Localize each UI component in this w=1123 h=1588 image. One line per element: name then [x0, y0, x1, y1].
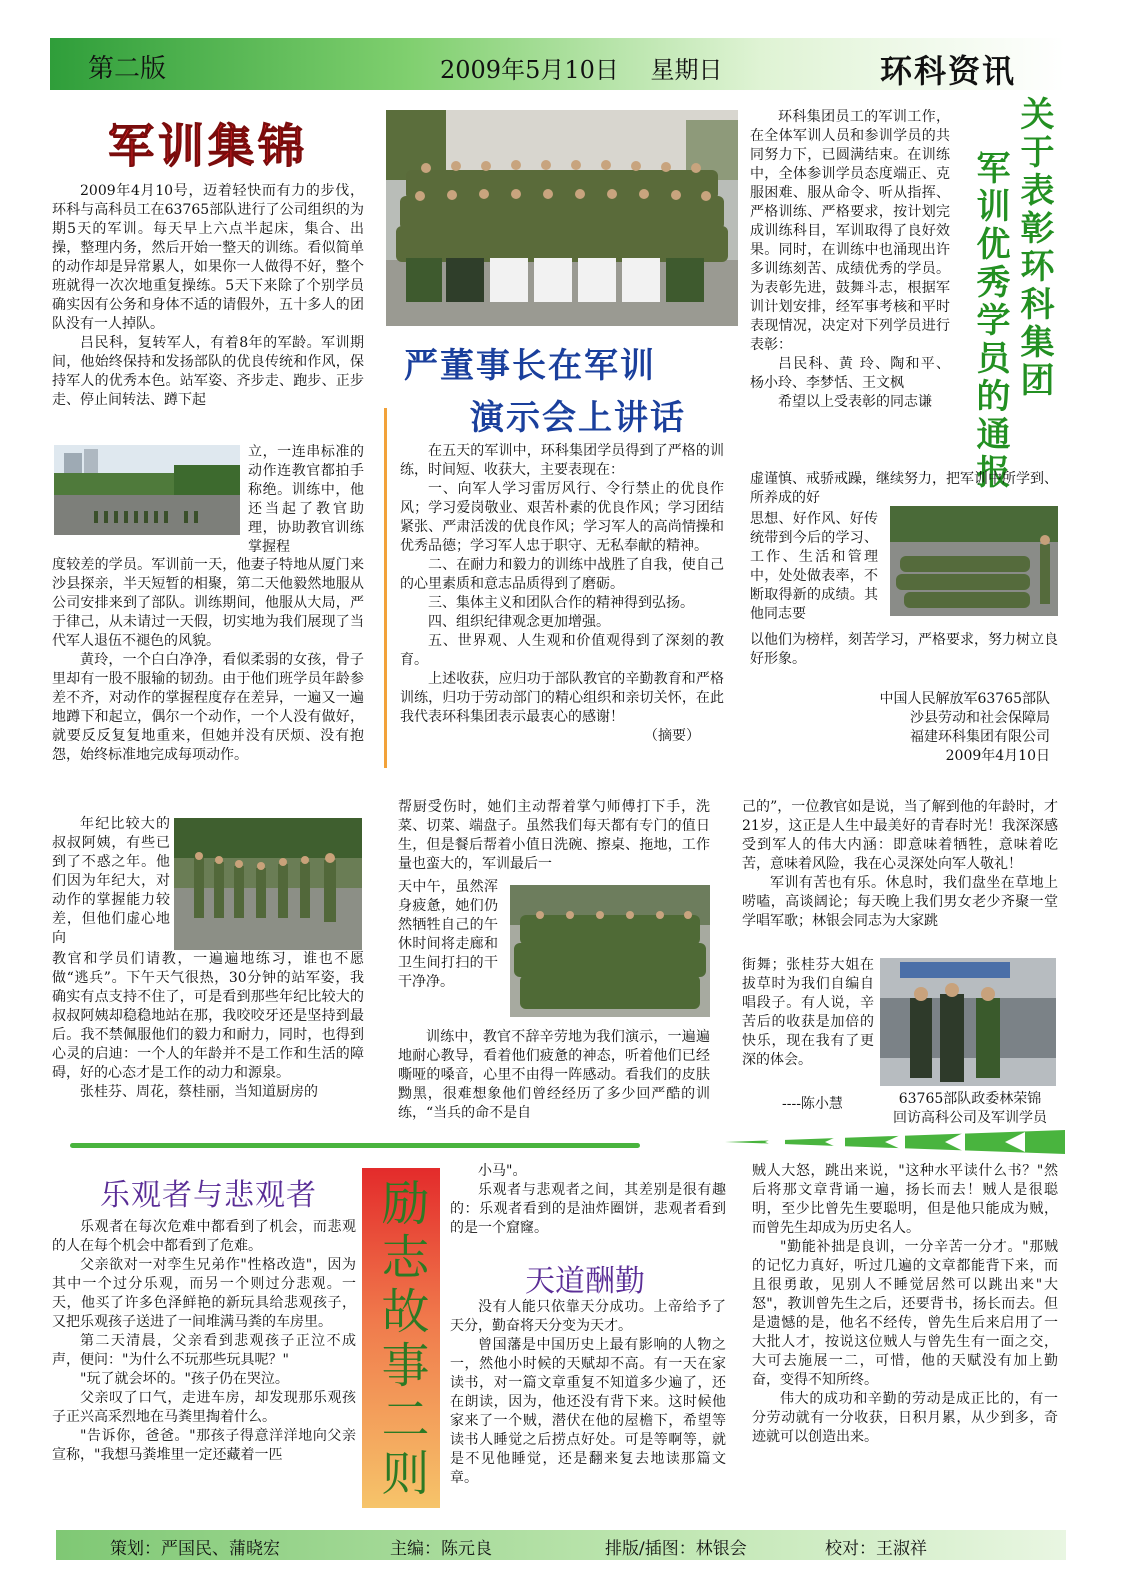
chairman-speech: [400, 442, 724, 746]
issue-date: 2009年5月10日 星期日: [440, 56, 723, 84]
marching-photo: [174, 818, 362, 950]
military-col3-top: [742, 798, 1058, 931]
military-article-col1-mid: [52, 556, 364, 765]
squad-photo: [510, 885, 710, 1017]
photo-caption-line2: 回访高科公司及军训学员: [893, 1110, 1047, 1126]
optimist-p2: 父亲欲对一对孪生兄弟作"性格改造"，因为其中一个过分乐观，而另一个则过分悲观。一天，他买了许多色泽鲜艳的新玩具给悲观孩子，又把乐观孩子送进了一间堆满马粪的车房里。: [52, 1257, 356, 1330]
heaven-p1: 没有人能只依靠天分成功。上帝给予了天分，勤奋将天分变为天才。: [450, 1299, 726, 1334]
chairman-heading-line2: 演示会上讲话: [470, 398, 686, 438]
notice-p3d: 以他们为榜样，刻苦学习，严格要求，努力树立良好形象。: [750, 632, 1058, 667]
notice-date: 2009年4月10日: [945, 748, 1050, 764]
footer-proof: 校对：王淑祥: [825, 1539, 927, 1559]
military-col3-narrow: [742, 956, 874, 1070]
notice-p3d-wrap: [750, 631, 1058, 669]
footer-planning: 策划：严国民、蒲晓宏: [110, 1539, 280, 1559]
military-c3-p2b: 街舞；张桂芬大姐在拔草时为我们自编自唱段子。有人说，辛苦后的收获是加倍的快乐，现在我有了更深的体会。: [742, 957, 874, 1068]
military-p4a: 年纪比较大的叔叔阿姨，有些已到了不惑之年。他们因为年纪大，对动作的掌握能力较差，但他们虚心地向: [52, 816, 170, 946]
notice-signer-2: 沙县劳动和社会保障局: [910, 710, 1050, 726]
edition-label: 第二版: [88, 54, 167, 84]
footer-layout: 排版/插图：林银会: [605, 1539, 747, 1559]
military-col2-top: [398, 798, 710, 874]
notice-signer-1: 中国人民解放军63765部队: [879, 691, 1050, 707]
chairman-item1: 一、向军人学习雷厉风行、令行禁止的优良作风；学习爱岗敬业、艰苦朴素的优良作风；学习团结紧张、严肃活泼的优良作风；学习军人的高尚情操和优秀品德；学习军人忠于职守、无私奉献的精神。: [400, 481, 724, 554]
chairman-abstract-tag: （摘要）: [644, 728, 700, 744]
military-c2-p2: 训练中，教官不辞辛劳地为我们演示，一遍遍地耐心教导，看着他们疲惫的神态，听着他们已经嘶哑的嗓音，心里不由得一阵感动。看我们的皮肤黝黑，很难想象他们曾经经历了多少回严酷的训练，“当兵的命不是自: [398, 1029, 710, 1121]
optimist-heading: 乐观者与悲观者: [100, 1178, 317, 1213]
notice-signatures: [840, 690, 1050, 766]
footer-editor: 主编：陈元良: [390, 1539, 492, 1559]
military-c2-p1b: 天中午，虽然浑身疲惫，她们仍然牺牲自己的午休时间将走廊和卫生间打扫的干干净净。: [398, 879, 498, 990]
optimist-story: [52, 1218, 356, 1465]
visit-photo: [880, 958, 1056, 1086]
optimist-p3: 第二天清晨，父亲看到悲观孩子正泣不成声，便问："为什么不玩那些玩具呢？": [52, 1333, 356, 1368]
military-p5: 张桂芬、周花，蔡桂丽，当知道厨房的: [80, 1084, 318, 1100]
military-p4b: 教官和学员们请教，一遍遍地练习，谁也不愿做“逃兵”。下午天气很热，30分钟的站军姿，我确实有点支持不住了，可是看到那些年纪比较大的叔叔阿姨却稳稳地站在那，我咬咬牙还是坚持到最后。我不禁佩服他们的毅力和耐力，同时，也得到心灵的启迪：一个人的年龄并不是工作和生活的障碍，好的心态才是工作的动力和源泉。: [52, 951, 364, 1081]
notice-p1: 环科集团员工的军训工作，在全体军训人员和参训学员的共同努力下，已圆满结束。在训练中，全体参训学员态度端正、克服困难、服从命令、听从指挥、严格训练、严格要求，按计划完成训练科目，军训取得了良好效果。同时，在训练中也涌现出许多训练刻苦、成绩优秀的学员。为表彰先进，鼓舞斗志，根据军训计划安排，经军事考核和平时表现情况，决定对下列学员进行表彰：: [750, 109, 950, 353]
military-heading: 军训集锦: [108, 119, 308, 173]
section-divider-rule: [70, 1143, 640, 1148]
visit-photo-caption: [880, 1090, 1060, 1128]
photo-caption-line1: 63765部队政委林荣锦: [898, 1091, 1042, 1107]
heaven-p4: "勤能补拙是良训，一分辛苦一分才。"那贼的记忆力真好，听过几遍的文章都能背下来，而且很勇敢，见别人不睡觉居然可以跳出来"大怒"，教训曾先生之后，还要背书，扬长而去。但是遗憾的是，他名不经传，曾先生后来启用了一大批人才，按说这位贼人与曾先生有一面之交，大可去施展一二，可惜，他的天赋没有加上勤奋，变得不知所终。: [752, 1239, 1058, 1388]
military-col2-narrow: [398, 878, 498, 992]
chairman-item2: 二、在耐力和毅力的训练中战胜了自我，使自己的心里素质和意志品质得到了磨砺。: [400, 557, 724, 592]
optimist-p4: "玩了就会坏的。"孩子仍在哭泣。: [80, 1371, 289, 1387]
military-p4a-wrap: [52, 815, 170, 948]
optimist-story-cont: [450, 1162, 726, 1238]
heaven-p5: 伟大的成功和辛勤的劳动是成正比的，有一分劳动就有一分收获，日积月累，从少到多，奇迹就可以创造出来。: [752, 1391, 1058, 1445]
notice-p3c: 思想、好作风、好传统带到今后的学习、工作、生活和管理中，处处做表率，不断取得新的成绩。其他同志要: [750, 511, 878, 622]
notice-p3c-wrap: [750, 510, 878, 624]
notice-title-right: 关于表彰环科集团: [1014, 96, 1054, 400]
military-p2c: 度较差的学员。军训前一天，他妻子特地从厦门来沙县探亲，半天短暂的相聚，第二天他毅然地服从公司安排来到了部队。训练期间，他服从大局，严于律己，从未请过一天假，切实地为我们展现了当代军人退伍不褪色的风貌。: [52, 557, 364, 649]
notice-p3b-wrap: [750, 470, 1058, 508]
military-p1: 2009年4月10号，迈着轻快而有力的步伐，环科与高科员工在63765部队进行了公司组织的为期5天的军训。每天早上六点半起床，集合、出操，整理内务，然后开始一整天的训练。看似简单的动作却是异常累人，如果你一人做得不好，整个班就得一次次地重复操练。5天下来除了个别学员确实因有公务和身体不适的请假外，五十多人的团队没有一人掉队。: [52, 183, 364, 332]
heaven-p3: 贼人大怒，跳出来说，"这种水平读什么书？"然后将那文章背诵一遍，扬长而去！贼人是很聪明，至少比曾先生要聪明，但是他只能成为贼，而曾先生却成为历史名人。: [752, 1163, 1058, 1236]
chairman-closing: 上述收获，应归功于部队教官的辛勤教育和严格训练，归功于劳动部门的精心组织和亲切关怀，在此我代表环科集团表示最衷心的感谢！: [400, 671, 724, 725]
inspire-banner-text: 励志故事二则: [373, 1178, 429, 1502]
optimist-p6: "告诉你，爸爸。"那孩子得意洋洋地向父亲宣称，"我想马粪堆里一定还藏着一匹: [52, 1428, 356, 1463]
military-p3: 黄玲，一个白白净净，看似柔弱的女孩，骨子里却有一股不服输的韧劲。由于他们班学员年龄参差不齐，对动作的掌握程度存在差异，一遍又一遍地蹲下和起立，偶尔一个动作，一个人没有做好，就要反反复复地重来，但她并没有厌烦、没有抱怨，始终标准地完成每项动作。: [52, 652, 364, 763]
training-field-photo: [54, 445, 240, 535]
optimist-p7: 小马"。: [478, 1163, 527, 1179]
military-author: ----陈小慧: [782, 1096, 843, 1112]
military-c3-p2a: 军训有苦也有乐。休息时，我们盘坐在草地上唠嗑，高谈阔论；每天晚上我们男女老少齐聚一堂学唱军歌；林银会同志为大家跳: [742, 875, 1058, 929]
paper-title: 环科资讯: [880, 52, 1017, 90]
heaven-heading: 天道酬勤: [525, 1264, 645, 1299]
section-divider-ornament: [725, 1130, 1065, 1154]
heaven-story: [450, 1298, 726, 1488]
chairman-item4: 四、组织纪律观念更加增强。: [428, 614, 610, 630]
chairman-heading-line1: 严董事长在军训: [404, 346, 656, 386]
military-c3-p1: 己的”，一位教官如是说，当了解到他的年龄时，才21岁，这正是人生中最美好的青春时光！我深深感受到军人的伟大内涵：即意味着牺牲，意味着吃苦，意味着风险，我在心灵深处向军人敬礼！: [742, 799, 1058, 872]
group-photo: [386, 110, 738, 326]
military-c2-p1a: 帮厨受伤时，她们主动帮着掌勺师傅打下手，洗菜、切菜、端盘子。虽然我们每天都有专门的值日生，但是餐后帮着小值日洗碗、擦桌、拖地，工作量也蛮大的，军训最后一: [398, 799, 710, 872]
heaven-story-cont: [752, 1162, 1058, 1447]
military-col2-bottom: [398, 1028, 710, 1123]
sitting-drill-photo: [890, 506, 1058, 616]
chairman-item5: 五、世界观、人生观和价值观得到了深刻的教育。: [400, 633, 724, 668]
military-p2b-wrap: [248, 443, 364, 557]
notice-body: [750, 108, 950, 412]
notice-p3a: 希望以上受表彰的同志谦: [778, 394, 932, 410]
chairman-item3: 三、集体主义和团队合作的精神得到弘扬。: [428, 595, 694, 611]
military-p2b: 立，一连串标准的动作连教官都拍手称绝。训练中，他还当起了教官助理，协助教官训练掌握程: [248, 444, 364, 555]
chairman-intro: 在五天的军训中，环科集团学员得到了严格的训练，时间短、收获大，主要表现在：: [400, 443, 724, 478]
notice-names: 吕民科、黄 玲、陶和平、杨小玲、李梦恬、王文枫: [750, 356, 950, 391]
optimist-p1: 乐观者在每次危难中都看到了机会，而悲观的人在每个机会中都看到了危难。: [52, 1219, 356, 1254]
military-article-col1-top: [52, 182, 364, 410]
notice-p3b: 虚谨慎、戒骄戒躁，继续努力，把军训中所学到、所养成的好: [750, 471, 1058, 506]
notice-signer-3: 福建环科集团有限公司: [910, 729, 1050, 745]
optimist-p5: 父亲叹了口气，走进车房，却发现那乐观孩子正兴高采烈地在马粪里掏着什么。: [52, 1390, 356, 1425]
optimist-p8: 乐观者与悲观者之间，其差别是很有趣的：乐观者看到的是油炸圈饼，悲观者看到的是一个窟窿。: [450, 1182, 726, 1236]
military-p2a: 吕民科，复转军人，有着8年的军龄。军训期间，他始终保持和发扬部队的优良传统和作风，保持军人的优秀本色。站军姿、齐步走、跑步、正步走、停止间转法、蹲下起: [52, 335, 364, 408]
notice-title-left: 军训优秀学员的通报: [970, 150, 1010, 492]
heaven-p2: 曾国藩是中国历史上最有影响的人物之一，然他小时候的天赋却不高。有一天在家读书，对一篇文章重复不知道多少遍了，还在朗读，因为，他还没有背下来。这时候他家来了一个贼，潜伏在他的屋檐下，希望等读书人睡觉之后捞点好处。可是等啊等，就是不见他睡觉，还是翻来复去地读那篇文章。: [450, 1337, 726, 1486]
column-divider: [384, 408, 387, 768]
military-article-col1-bottom: [52, 950, 364, 1102]
